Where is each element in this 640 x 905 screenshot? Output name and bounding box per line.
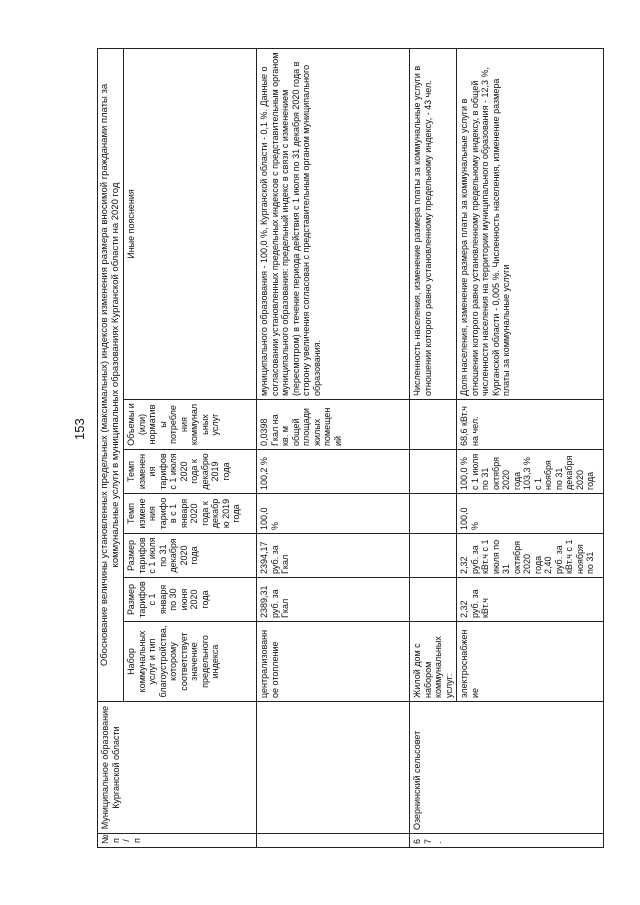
header-rate-h2: Темп изменения тарифов с 1 июля 2020 года к декабрю 2019 года <box>124 450 257 494</box>
rotated-table-wrapper <box>97 48 607 848</box>
row-explanation: Численность населения, изменение размера платы за коммунальные услуги в отношении которого равно установленному предельному индексу, - 43 чел. <box>410 49 457 400</box>
row-tariff-h2: 2,32 руб. за кВт.ч с 1 июля по 31 октября 2020 года 2,40 руб. за кВт.ч с 1 ноября по 31 <box>457 534 604 578</box>
row-municipality: Озернинский сельсовет <box>410 702 604 834</box>
row-explanation: муниципального образования - 100,0 %, Курганской области - 0,1 %. Данные о согласовании установленных предельных индексов с представительным органом муниципального образования: предельный индекс в связи с изменением (пересмотром) в течение периода действия с 1 июля по 31 декабря 2020 года в сторону увеличения согласован с представительным органом муниципального образования. <box>257 49 410 400</box>
row-rate-h1 <box>410 494 457 534</box>
row-tariff-h1: 2,32 руб. за кВт.ч <box>457 578 604 622</box>
table-title: Обоснование величины установленных предельных (максимальных) индексов изменения размера вносимой гражданами платы за коммунальные услуги в муниципальных образованиях Курганской области на 2020 год <box>98 49 124 702</box>
table-row <box>410 49 457 848</box>
row-service: электроснабжение <box>457 622 604 702</box>
page-number: 153 <box>72 418 87 440</box>
header-number: № п/п <box>98 834 257 848</box>
row-municipality <box>257 702 410 834</box>
row-rate-h2: 100,0 % с 1 июля по 31 октября 2020 года 103,3 % с 1 ноября по 31 декабря 2020 года <box>457 450 604 494</box>
row-rate-h2 <box>410 450 457 494</box>
header-municipality: Муниципальное образование Курганской области <box>98 702 257 834</box>
row-service: централизованное отопление <box>257 622 410 702</box>
table-row <box>257 49 410 848</box>
header-service: Набор коммунальных услуг и тип благоустройства, которому соответствует значение предельного индекса <box>124 622 257 702</box>
row-number <box>257 834 410 848</box>
header-volume: Объемы и (или) нормативы потребления коммунальных услуг <box>124 400 257 450</box>
row-volume <box>410 400 457 450</box>
header-rate-h1: Темп изменения тарифов с 1 января 2020 года к декабрю 2019 года <box>124 494 257 534</box>
row-rate-h1: 100,0 % <box>457 494 604 534</box>
row-tariff-h1: 2389,31 руб. за Гкал <box>257 578 410 622</box>
row-rate-h1: 100,0 % <box>257 494 410 534</box>
row-service: Жилой дом с набором коммунальных услуг: <box>410 622 457 702</box>
row-tariff-h1 <box>410 578 457 622</box>
header-tariff-h2: Размер тарифов с 1 июля по 31 декабря 2020 года <box>124 534 257 578</box>
row-number: 67. <box>410 834 604 848</box>
row-volume: 68,6 кВт.ч на чел. <box>457 400 604 450</box>
row-rate-h2: 100,2 % <box>257 450 410 494</box>
row-tariff-h2 <box>410 534 457 578</box>
row-tariff-h2: 2394,17 руб. за Гкал <box>257 534 410 578</box>
row-volume: 0,0398 Гкал на кв. м общей площади жилых помещений <box>257 400 410 450</box>
row-explanation: Доля населения, изменение размера платы за коммунальные услуги в отношении которого равно установленному предельному индексу, в общей численности населения на территории муниципального образования - 12,3 %, Курганской области - 0,005 %. Численность населения, изменение размера платы за коммунальные услуги <box>457 49 604 400</box>
tariff-index-table <box>97 48 604 848</box>
header-explanation: Иные пояснения <box>124 49 257 400</box>
header-tariff-h1: Размер тарифов с 1 января по 30 июня 2020 года <box>124 578 257 622</box>
table-header-row <box>98 49 124 848</box>
